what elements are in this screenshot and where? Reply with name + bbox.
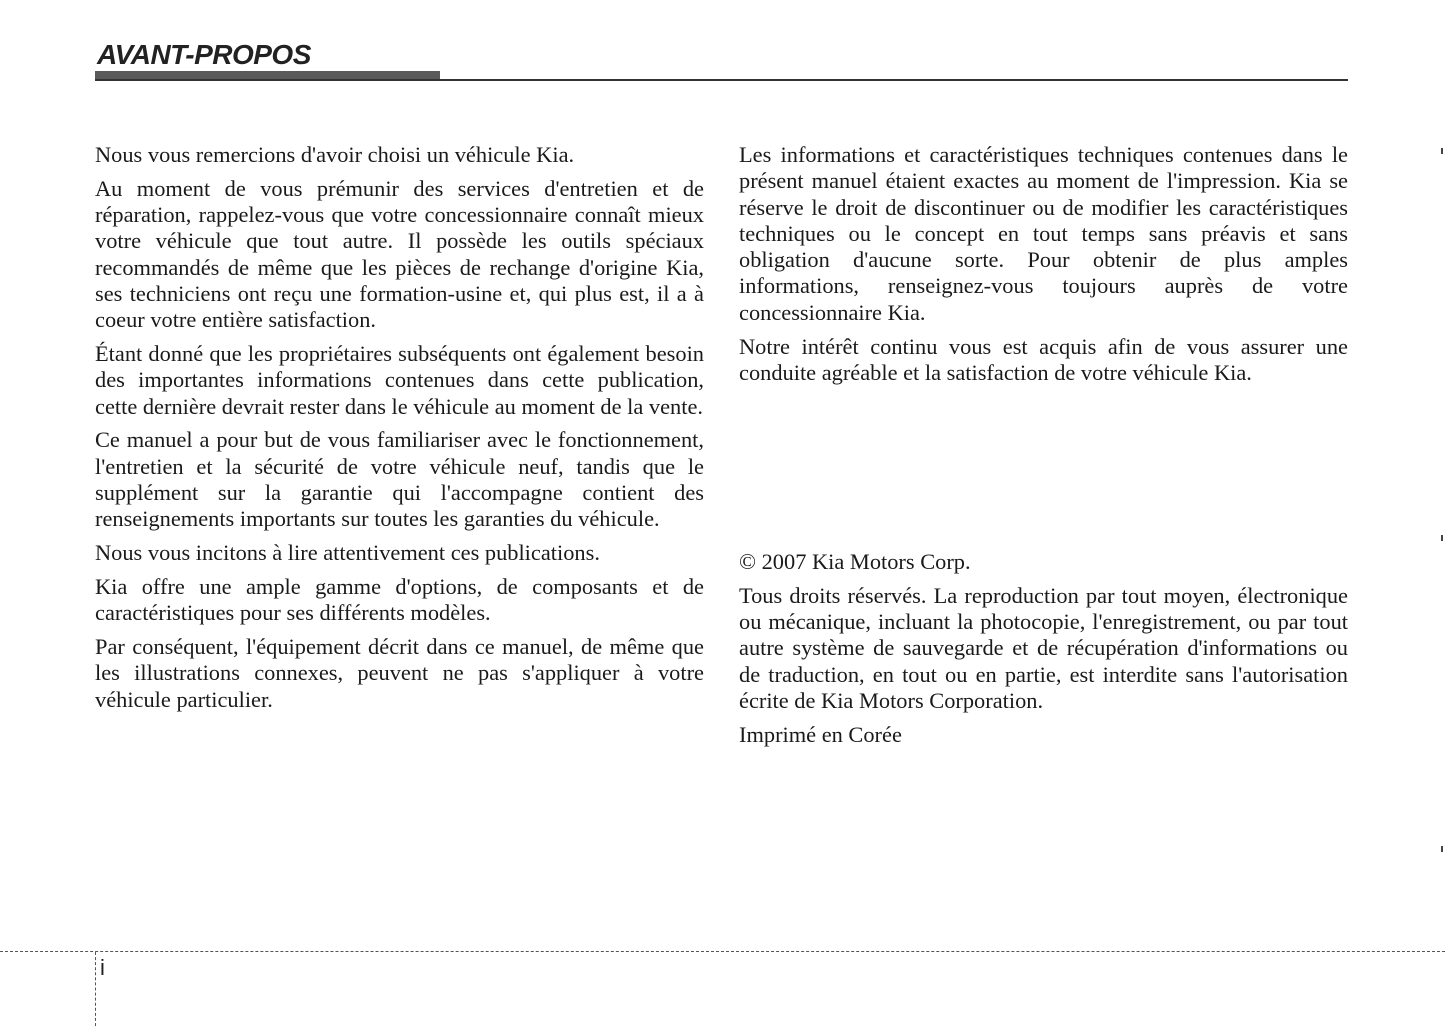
- footer-divider: [0, 951, 1445, 952]
- edge-tick-mark: [1441, 148, 1443, 154]
- paragraph-interest: Notre intérêt continu vous est acquis afin de vous assurer une conduite agréable et la satisfaction de votre véhicule Kia.: [739, 333, 1348, 385]
- footer-margin-rule: [95, 952, 96, 1026]
- page-title: AVANT-PROPOS: [97, 39, 311, 70]
- printed-in: Imprimé en Corée: [739, 721, 902, 747]
- page-number: i: [100, 955, 105, 980]
- header-divider: [95, 79, 1348, 81]
- paragraph-equipment: Par conséquent, l'équipement décrit dans ce manuel, de même que les illustrations connexes, peuvent ne pas s'appliquer à votre véhicule particulier.: [95, 634, 704, 712]
- left-column: [95, 142, 704, 720]
- paragraph-read-carefully: Nous vous incitons à lire attentivement ces publications.: [95, 540, 600, 566]
- edge-tick-mark: [1441, 846, 1443, 852]
- paragraph-thanks: Nous vous remercions d'avoir choisi un véhicule Kia.: [95, 142, 575, 167]
- paragraph-options: Kia offre une ample gamme d'options, de composants et de caractéristiques pour ses différents modèles.: [95, 573, 704, 626]
- paragraph-dealer: Au moment de vous prémunir des services d'entretien et de réparation, rappelez-vous que votre concessionnaire connaît mieux votre véhicule que tout autre. Il possède les outils spéciaux recommandés de même que les pièces de rechange d'origine Kia, ses techniciens ont reçu une formation-usine et, qui plus est, il a à coeur votre entière satisfaction.: [95, 175, 704, 333]
- paragraph-subsequent-owners: Étant donné que les propriétaires subséquents ont également besoin des importantes informations contenues dans cette publication, cette dernière devrait rester dans le véhicule au moment de la vente.: [95, 341, 704, 419]
- paragraph-specifications: Les informations et caractéristiques techniques contenues dans le présent manuel étaient exactes au moment de l'impression. Kia se réserve le droit de discontinuer ou de modifier les caractéristiques techniques ou le concept en tout temps sans préavis et sans obligation d'aucune sorte. Pour obtenir de plus amples informations, renseignez-vous toujours auprès de votre concessionnaire Kia.: [739, 142, 1348, 325]
- right-column: [739, 142, 1348, 394]
- copyright-rights: Tous droits réservés. La reproduction par tout moyen, électronique ou mécanique, incluant la photocopie, l'enregistrement, ou par tout autre système de sauvegarde et de récupération d'informations ou de traduction, en tout ou en partie, est interdite sans l'autorisation écrite de Kia Motors Corporation.: [739, 582, 1348, 713]
- copyright-block: [739, 549, 1348, 756]
- copyright-notice: © 2007 Kia Motors Corp.: [739, 549, 971, 574]
- edge-tick-mark: [1441, 535, 1443, 541]
- paragraph-manual-purpose: Ce manuel a pour but de vous familiariser avec le fonctionnement, l'entretien et la sécurité de votre véhicule neuf, tandis que le supplément sur la garantie qui l'accompagne contient des renseignements importants sur toutes les garanties du véhicule.: [95, 427, 704, 532]
